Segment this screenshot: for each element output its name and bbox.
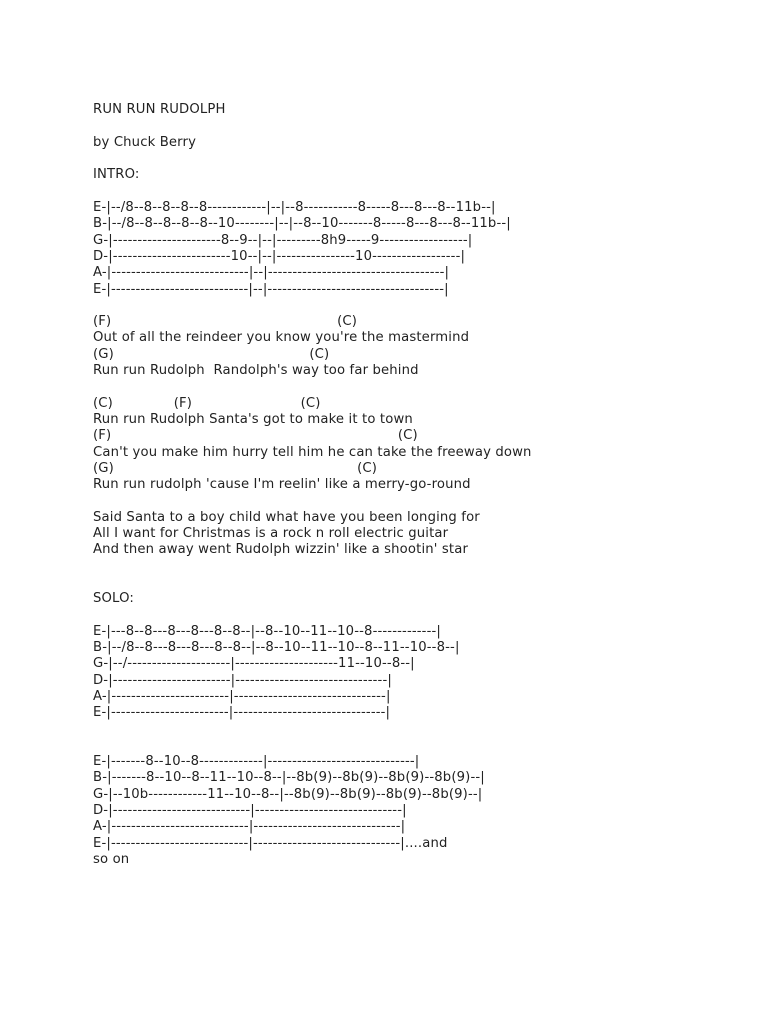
- lyric-line: Said Santa to a boy child what have you been longing for: [93, 509, 480, 525]
- tab-line: A-|----------------------------|------------------------------|: [93, 819, 406, 835]
- tab-line: G-|--/---------------------|---------------------11--10--8--|: [93, 656, 415, 672]
- tab-line: E-|--/8--8--8--8--8------------|--|--8-----------8-----8---8---8--11b--|: [93, 200, 496, 216]
- intro-label: INTRO:: [93, 167, 140, 183]
- tab-line: D-|------------------------|-------------------------------|: [93, 672, 392, 688]
- tab-line: G-|--10b------------11--10--8--|--8b(9)--8b(9)--8b(9)--8b(9)--|: [93, 786, 483, 802]
- tab-line: B-|-------8--10--8--11--10--8--|--8b(9)--8b(9)--8b(9)--8b(9)--|: [93, 770, 485, 786]
- chord-line: (F) (C): [93, 314, 358, 330]
- tab-line: E-|---8--8---8---8---8--8--|--8--10--11--10--8-------------|: [93, 623, 441, 639]
- chord-line: (F) (C): [93, 428, 418, 444]
- lyric-line: Run run rudolph 'cause I'm reelin' like a merry-go-round: [93, 477, 471, 493]
- song-document: [93, 86, 753, 868]
- byline: by Chuck Berry: [93, 134, 197, 150]
- lyric-line: Can't you make him hurry tell him he can take the freeway down: [93, 444, 532, 460]
- lyric-line: Run run Rudolph Randolph's way too far behind: [93, 363, 419, 379]
- chord-line: (C) (F) (C): [93, 395, 321, 411]
- lyric-line: Run run Rudolph Santa's got to make it to town: [93, 411, 413, 427]
- tab-line: D-|------------------------10--|--|----------------10------------------|: [93, 248, 466, 264]
- tab-line: A-|----------------------------|--|------------------------------------|: [93, 265, 450, 281]
- tab-line: E-|-------8--10--8-------------|------------------------------|: [93, 754, 420, 770]
- tab-line: B-|--/8--8---8---8---8--8--|--8--10--11--10--8--11--10--8--|: [93, 640, 460, 656]
- verse-2: [93, 396, 753, 494]
- solo-tab-1: [93, 624, 753, 722]
- lyric-line: And then away went Rudolph wizzin' like a shootin' star: [93, 542, 469, 558]
- tab-line: E-|----------------------------|--|------------------------------------|: [93, 281, 449, 297]
- tab-line: D-|----------------------------|------------------------------|: [93, 803, 407, 819]
- closing-text: so on: [93, 851, 130, 867]
- chord-line: (G) (C): [93, 460, 378, 476]
- solo-label: SOLO:: [93, 591, 134, 607]
- chord-line: (G) (C): [93, 346, 330, 362]
- song-title: RUN RUN RUDOLPH: [93, 102, 226, 118]
- tab-line: A-|------------------------|-------------------------------|: [93, 688, 391, 704]
- intro-tab: [93, 200, 753, 298]
- verse-1: [93, 314, 753, 379]
- lyric-line: Out of all the reindeer you know you're the mastermind: [93, 330, 470, 346]
- tab-line: E-|----------------------------|------------------------------|....and: [93, 835, 448, 851]
- verse-3: [93, 510, 753, 559]
- tab-line: E-|------------------------|-------------------------------|: [93, 705, 391, 721]
- solo-tab-2: [93, 754, 753, 852]
- lyric-line: All I want for Christmas is a rock n roll electric guitar: [93, 526, 449, 542]
- tab-line: B-|--/8--8--8--8--8--10--------|--|--8--10-------8-----8---8---8--11b--|: [93, 216, 511, 232]
- tab-line: G-|----------------------8--9--|--|---------8h9-----9------------------|: [93, 232, 473, 248]
